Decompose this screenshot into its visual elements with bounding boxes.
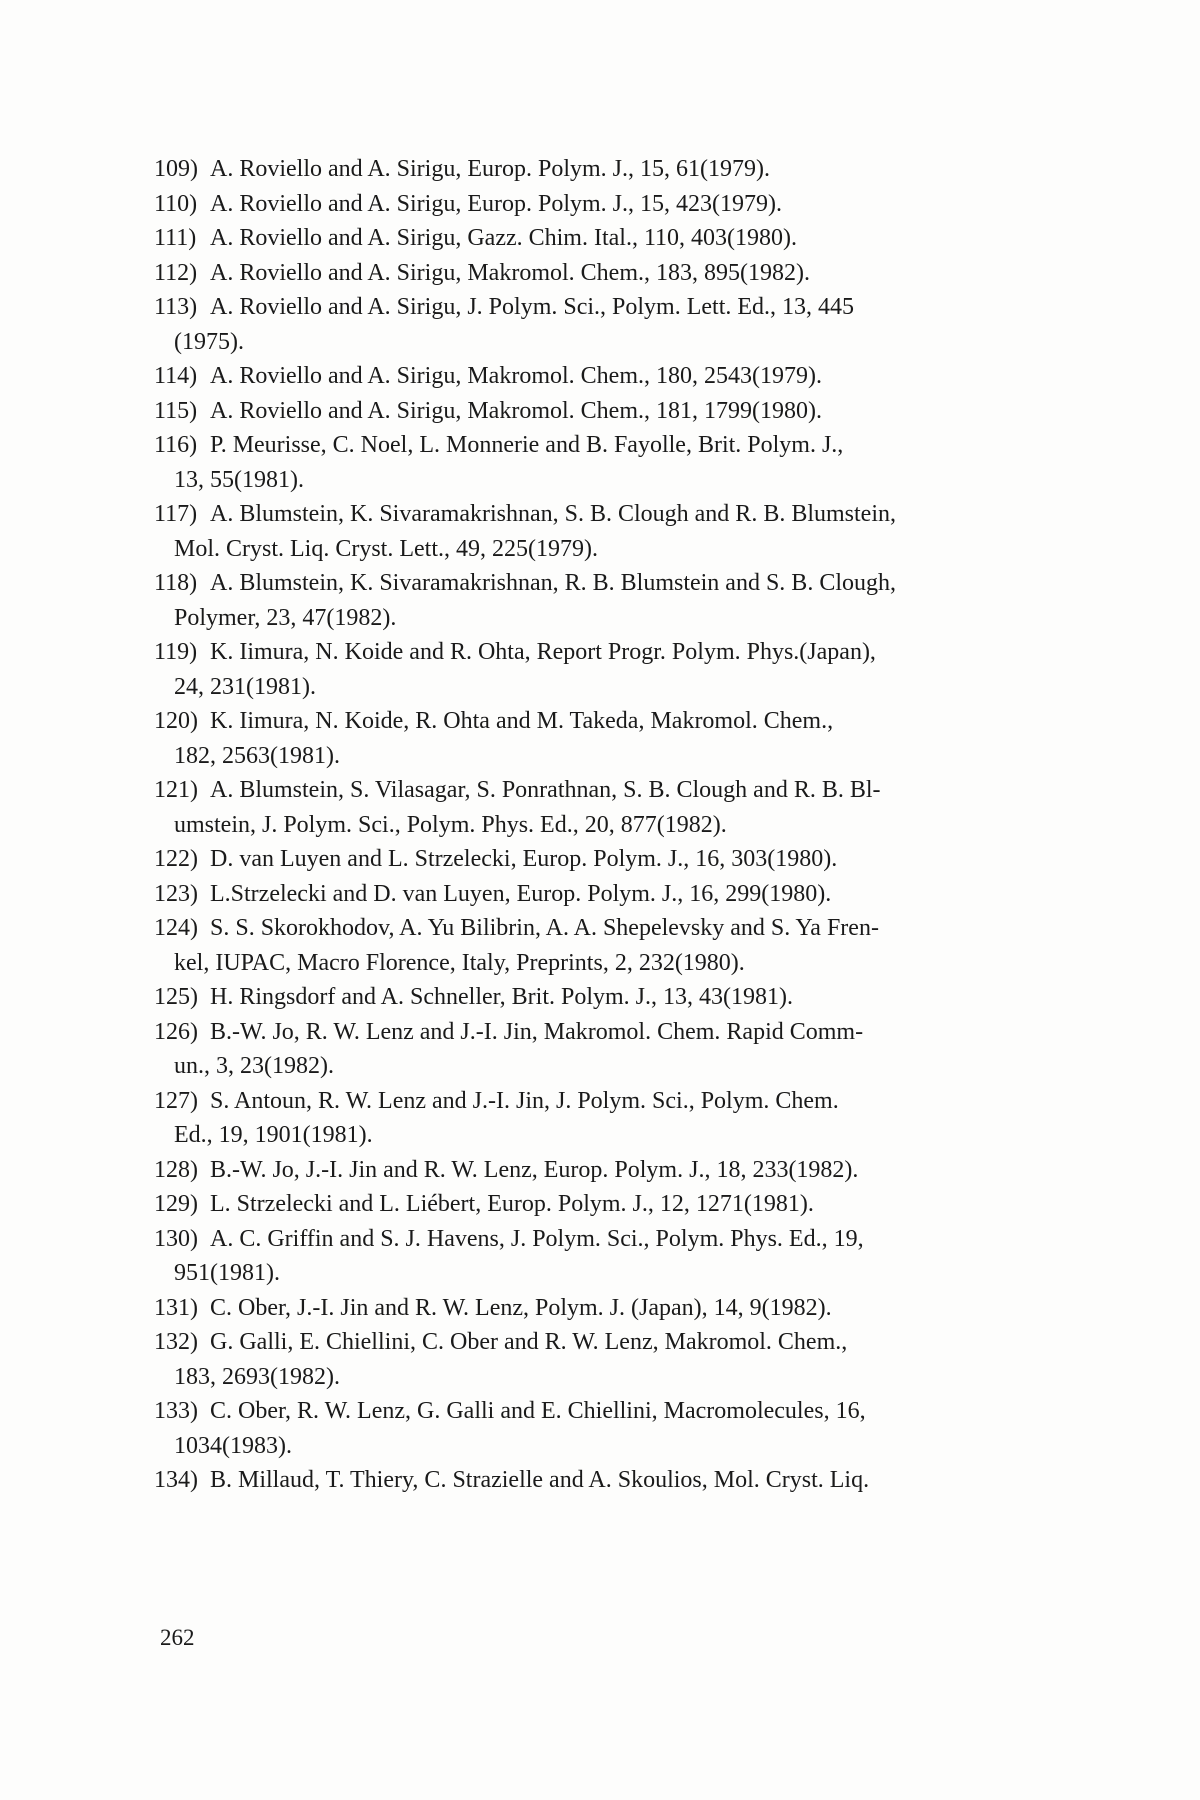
reference-text: A. Roviello and A. Sirigu, J. Polym. Sci., Polym. Lett. Ed., 13, 445 bbox=[210, 294, 855, 320]
reference-item bbox=[154, 1325, 1034, 1394]
reference-line-continued bbox=[154, 1256, 1034, 1291]
reference-text: Ed., 19, 1901(1981). bbox=[174, 1122, 373, 1148]
reference-line-continued bbox=[154, 325, 1034, 360]
reference-line-first bbox=[154, 187, 1034, 222]
reference-text: H. Ringsdorf and A. Schneller, Brit. Polym. J., 13, 43(1981). bbox=[210, 984, 794, 1010]
reference-item bbox=[154, 704, 1034, 773]
reference-line-first bbox=[154, 1187, 1034, 1222]
reference-text: B.-W. Jo, R. W. Lenz and J.-I. Jin, Makromol. Chem. Rapid Comm- bbox=[210, 1018, 864, 1045]
reference-text: 951(1981). bbox=[174, 1260, 280, 1286]
reference-item bbox=[154, 1291, 1034, 1326]
reference-line-first bbox=[154, 842, 1034, 877]
reference-line-first bbox=[154, 1153, 1034, 1188]
reference-line-first bbox=[154, 1394, 1034, 1429]
reference-item bbox=[154, 842, 1034, 877]
reference-item bbox=[154, 980, 1034, 1015]
reference-line-first bbox=[154, 1291, 1034, 1326]
reference-number: 132) bbox=[154, 1329, 198, 1355]
reference-item bbox=[154, 1084, 1034, 1153]
reference-number: 120) bbox=[154, 708, 198, 734]
reference-line-continued bbox=[154, 1429, 1034, 1464]
reference-line-continued bbox=[154, 670, 1034, 705]
reference-line-first bbox=[154, 980, 1034, 1015]
reference-line-continued bbox=[154, 1049, 1034, 1084]
reference-text: 24, 231(1981). bbox=[174, 673, 316, 700]
reference-item bbox=[154, 290, 1034, 359]
reference-item bbox=[154, 566, 1034, 635]
reference-number: 112) bbox=[154, 259, 198, 286]
reference-number: 110) bbox=[154, 190, 198, 217]
reference-text: C. Ober, R. W. Lenz, G. Galli and E. Chiellini, Macromolecules, 16, bbox=[210, 1398, 866, 1424]
reference-line-first bbox=[154, 635, 1034, 670]
reference-number: 129) bbox=[154, 1191, 198, 1217]
reference-line-continued bbox=[154, 1360, 1034, 1395]
reference-text: S. S. Skorokhodov, A. Yu Bilibrin, A. A. Shepelevsky and S. Ya Fren- bbox=[210, 915, 879, 941]
reference-text: L. Strzelecki and L. Liébert, Europ. Polym. J., 12, 1271(1981). bbox=[210, 1191, 814, 1217]
reference-number: 126) bbox=[154, 1018, 198, 1045]
reference-item bbox=[154, 187, 1034, 222]
reference-item bbox=[154, 1463, 1034, 1498]
reference-text: A. Blumstein, K. Sivaramakrishnan, S. B. Clough and R. B. Blumstein, bbox=[210, 501, 896, 527]
reference-number: 121) bbox=[154, 777, 198, 803]
reference-item bbox=[154, 152, 1034, 187]
reference-item bbox=[154, 877, 1034, 912]
reference-line-continued bbox=[154, 1118, 1034, 1153]
reference-text: A. Blumstein, K. Sivaramakrishnan, R. B. Blumstein and S. B. Clough, bbox=[210, 570, 896, 596]
reference-text: S. Antoun, R. W. Lenz and J.-I. Jin, J. Polym. Sci., Polym. Chem. bbox=[210, 1087, 839, 1114]
reference-item bbox=[154, 773, 1034, 842]
reference-text: kel, IUPAC, Macro Florence, Italy, Preprints, 2, 232(1980). bbox=[174, 949, 745, 976]
reference-text: A. Roviello and A. Sirigu, Europ. Polym. J., 15, 61(1979). bbox=[210, 156, 770, 182]
reference-line-first bbox=[154, 497, 1034, 532]
reference-text: 1034(1983). bbox=[174, 1432, 292, 1459]
reference-text: (1975). bbox=[174, 328, 244, 355]
reference-number: 111) bbox=[154, 225, 197, 251]
reference-text: A. Roviello and A. Sirigu, Makromol. Chem., 180, 2543(1979). bbox=[210, 363, 822, 389]
reference-number: 127) bbox=[154, 1087, 198, 1114]
reference-line-first bbox=[154, 428, 1034, 463]
reference-item bbox=[154, 911, 1034, 980]
reference-number: 133) bbox=[154, 1398, 198, 1424]
reference-text: A. Blumstein, S. Vilasagar, S. Ponrathnan, S. B. Clough and R. B. Bl- bbox=[210, 777, 881, 803]
reference-line-continued bbox=[154, 463, 1034, 498]
reference-number: 118) bbox=[154, 570, 198, 596]
reference-text: umstein, J. Polym. Sci., Polym. Phys. Ed., 20, 877(1982). bbox=[174, 811, 727, 838]
reference-number: 125) bbox=[154, 984, 198, 1010]
reference-line-first bbox=[154, 704, 1034, 739]
reference-number: 131) bbox=[154, 1294, 198, 1321]
reference-text: 13, 55(1981). bbox=[174, 466, 304, 493]
reference-line-first bbox=[154, 773, 1034, 808]
reference-number: 128) bbox=[154, 1156, 198, 1183]
reference-item bbox=[154, 1187, 1034, 1222]
reference-number: 115) bbox=[154, 397, 198, 424]
reference-number: 130) bbox=[154, 1225, 198, 1252]
reference-line-continued bbox=[154, 601, 1034, 636]
reference-line-first bbox=[154, 877, 1034, 912]
reference-line-first bbox=[154, 152, 1034, 187]
reference-number: 114) bbox=[154, 363, 198, 389]
reference-item bbox=[154, 1394, 1034, 1463]
reference-number: 134) bbox=[154, 1467, 198, 1493]
reference-line-first bbox=[154, 1325, 1034, 1360]
reference-text: D. van Luyen and L. Strzelecki, Europ. Polym. J., 16, 303(1980). bbox=[210, 846, 838, 872]
reference-number: 119) bbox=[154, 639, 198, 665]
page-number: 262 bbox=[160, 1625, 195, 1650]
reference-line-first bbox=[154, 566, 1034, 601]
reference-item bbox=[154, 428, 1034, 497]
reference-text: A. Roviello and A. Sirigu, Makromol. Chem., 183, 895(1982). bbox=[210, 259, 810, 286]
reference-line-first bbox=[154, 911, 1034, 946]
reference-line-first bbox=[154, 1084, 1034, 1119]
reference-line-continued bbox=[154, 808, 1034, 843]
reference-text: G. Galli, E. Chiellini, C. Ober and R. W. Lenz, Makromol. Chem., bbox=[210, 1329, 848, 1355]
reference-line-continued bbox=[154, 946, 1034, 981]
reference-item bbox=[154, 394, 1034, 429]
reference-line-continued bbox=[154, 532, 1034, 567]
reference-text: K. Iimura, N. Koide and R. Ohta, Report Progr. Polym. Phys.(Japan), bbox=[210, 639, 876, 665]
reference-line-first bbox=[154, 221, 1034, 256]
reference-line-first bbox=[154, 1463, 1034, 1498]
reference-line-first bbox=[154, 1015, 1034, 1050]
reference-item bbox=[154, 256, 1034, 291]
reference-text: A. Roviello and A. Sirigu, Makromol. Chem., 181, 1799(1980). bbox=[210, 397, 822, 424]
reference-text: C. Ober, J.-I. Jin and R. W. Lenz, Polym. J. (Japan), 14, 9(1982). bbox=[210, 1294, 832, 1321]
reference-text: un., 3, 23(1982). bbox=[174, 1053, 334, 1079]
reference-text: B.-W. Jo, J.-I. Jin and R. W. Lenz, Europ. Polym. J., 18, 233(1982). bbox=[210, 1156, 859, 1183]
reference-number: 113) bbox=[154, 294, 198, 320]
reference-text: 183, 2693(1982). bbox=[174, 1363, 340, 1390]
reference-text: K. Iimura, N. Koide, R. Ohta and M. Takeda, Makromol. Chem., bbox=[210, 708, 834, 734]
reference-text: A. C. Griffin and S. J. Havens, J. Polym. Sci., Polym. Phys. Ed., 19, bbox=[210, 1225, 864, 1252]
reference-text: A. Roviello and A. Sirigu, Gazz. Chim. Ital., 110, 403(1980). bbox=[210, 225, 798, 251]
reference-text: A. Roviello and A. Sirigu, Europ. Polym. J., 15, 423(1979). bbox=[210, 190, 782, 217]
reference-line-first bbox=[154, 1222, 1034, 1257]
reference-number: 122) bbox=[154, 846, 198, 872]
reference-number: 123) bbox=[154, 880, 198, 907]
reference-text: L.Strzelecki and D. van Luyen, Europ. Polym. J., 16, 299(1980). bbox=[210, 880, 832, 907]
reference-number: 124) bbox=[154, 915, 198, 941]
reference-item bbox=[154, 497, 1034, 566]
reference-number: 117) bbox=[154, 501, 198, 527]
reference-line-first bbox=[154, 290, 1034, 325]
reference-number: 109) bbox=[154, 156, 198, 182]
reference-line-first bbox=[154, 394, 1034, 429]
reference-line-continued bbox=[154, 739, 1034, 774]
reference-item bbox=[154, 1015, 1034, 1084]
reference-text: 182, 2563(1981). bbox=[174, 742, 340, 769]
reference-item bbox=[154, 359, 1034, 394]
reference-item bbox=[154, 635, 1034, 704]
reference-text: P. Meurisse, C. Noel, L. Monnerie and B. Fayolle, Brit. Polym. J., bbox=[210, 432, 844, 458]
reference-text: Mol. Cryst. Liq. Cryst. Lett., 49, 225(1979). bbox=[174, 535, 598, 562]
reference-item bbox=[154, 1153, 1034, 1188]
reference-item bbox=[154, 1222, 1034, 1291]
reference-item bbox=[154, 221, 1034, 256]
reference-line-first bbox=[154, 256, 1034, 291]
reference-text: B. Millaud, T. Thiery, C. Strazielle and A. Skoulios, Mol. Cryst. Liq. bbox=[210, 1467, 870, 1493]
reference-number: 116) bbox=[154, 432, 198, 458]
reference-list bbox=[154, 152, 1034, 1498]
reference-line-first bbox=[154, 359, 1034, 394]
reference-text: Polymer, 23, 47(1982). bbox=[174, 604, 397, 631]
